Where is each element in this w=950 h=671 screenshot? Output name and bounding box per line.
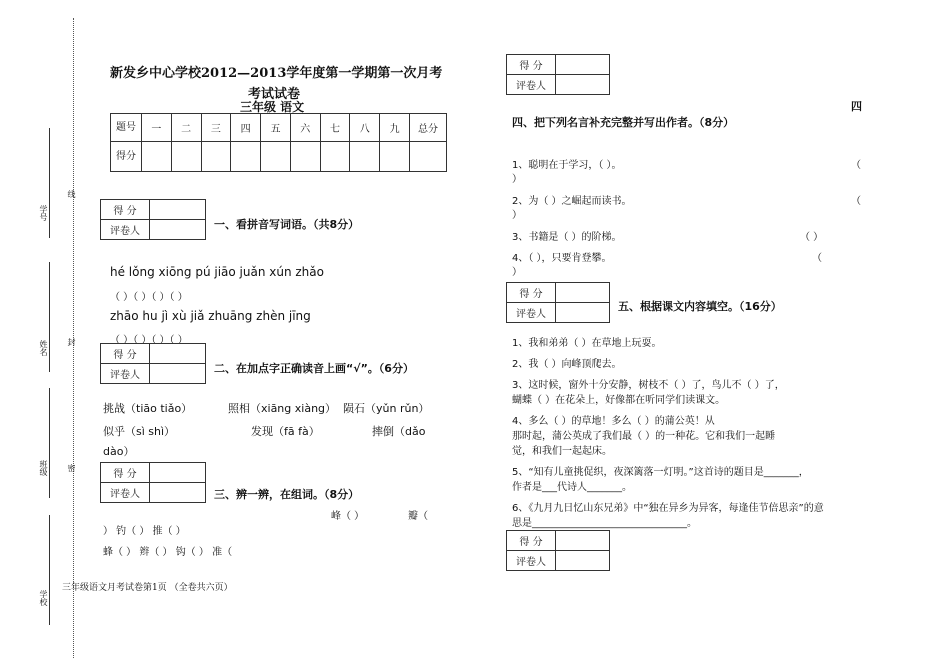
- section5-line-7: 觉，和我们一起起床。: [512, 446, 612, 457]
- score-cell[interactable]: [142, 142, 172, 172]
- section5-line-11[interactable]: 思是_______________________________。: [512, 518, 697, 529]
- score-table-header-cell: 九: [380, 114, 410, 142]
- section3-line-1a[interactable]: 峰（ ）: [331, 511, 365, 522]
- score-entry[interactable]: [556, 55, 610, 75]
- score-cell[interactable]: [261, 142, 291, 172]
- section2-item-6[interactable]: 摔倒（dǎo: [372, 425, 426, 438]
- score-table-header-cell: 六: [290, 114, 320, 142]
- section3-line-1b[interactable]: 瓣（: [408, 511, 428, 522]
- grader-label: 评卷人: [507, 75, 556, 95]
- grader-label: 评卷人: [507, 303, 556, 323]
- score-table-header-cell: 三: [201, 114, 231, 142]
- section3-line-3[interactable]: 蜂（ ） 辫（ ） 钩（ ） 准（: [103, 547, 233, 558]
- section4-tail-4: （: [812, 253, 822, 264]
- margin-label-student-id: 学号: [39, 205, 48, 221]
- section1-brackets-1[interactable]: （ ）（ ）（ ）（ ）: [110, 292, 188, 303]
- binding-line-2: [49, 262, 50, 372]
- section2-item-5[interactable]: 发现（fā fà）: [251, 425, 320, 438]
- score-table-header-cell: 总分: [410, 114, 447, 142]
- score-cell[interactable]: [231, 142, 261, 172]
- grader-label: 评卷人: [101, 483, 150, 503]
- grader-label: 评卷人: [507, 551, 556, 571]
- section5-line-9[interactable]: 作者是___代诗人_______。: [512, 482, 632, 493]
- section2-item-4[interactable]: 似乎（sì shì）: [103, 425, 176, 438]
- grader-entry[interactable]: [150, 483, 206, 503]
- section2-item-3[interactable]: 陨石（yǔn rǔn）: [343, 402, 430, 415]
- margin-label-seal: 封: [67, 338, 76, 346]
- section5-line-10: 6、《九月九日忆山东兄弟》中“独在异乡为异客，每逢佳节倍思亲”的意: [512, 503, 824, 514]
- section5-line-5[interactable]: 4、多么（ ）的草地！多么（ ）的蒲公英！从: [512, 416, 715, 427]
- section5-line-4[interactable]: 蝴蝶（ ）在花朵上，好像都在听同学们读课文。: [512, 395, 726, 406]
- section5-line-3[interactable]: 3、这时候，窗外十分安静，树枝不（ ）了，鸟儿不（ ）了，: [512, 380, 785, 391]
- section3-line-2[interactable]: ） 钓（ ） 推（ ）: [103, 526, 186, 537]
- score-entry[interactable]: [150, 344, 206, 364]
- section4-item-3[interactable]: 3、书籍是（ ）的阶梯。: [512, 232, 622, 243]
- margin-label-secret: 密: [67, 464, 76, 472]
- binding-line-4: [49, 515, 50, 625]
- grader-box-2: [100, 343, 206, 384]
- section4-title-tail: 四: [851, 100, 862, 113]
- section5-line-8[interactable]: 5、“知有儿童挑促织，夜深篱落一灯明。”这首诗的题目是_______，: [512, 467, 809, 478]
- section4-tail-1: （: [851, 160, 861, 171]
- score-cell[interactable]: [350, 142, 380, 172]
- score-entry[interactable]: [150, 463, 206, 483]
- grader-entry[interactable]: [150, 364, 206, 384]
- section1-pinyin-1: hé lǒng xiōng pú jiāo juǎn xún zhǎo: [110, 265, 324, 279]
- section4-close-1: ）: [512, 174, 522, 185]
- score-label: 得 分: [101, 200, 150, 220]
- margin-label-class: 班级: [39, 460, 48, 476]
- section5-line-1[interactable]: 1、我和弟弟（ ）在草地上玩耍。: [512, 338, 662, 349]
- score-table-header-cell: 一: [142, 114, 172, 142]
- section4-item-1[interactable]: 1、聪明在于学习，（ ）。: [512, 160, 622, 171]
- score-entry[interactable]: [556, 531, 610, 551]
- score-entry[interactable]: [556, 283, 610, 303]
- score-label: 得 分: [507, 55, 556, 75]
- margin-label-line: 线: [67, 190, 76, 198]
- score-label: 得 分: [507, 283, 556, 303]
- section1-brackets-2[interactable]: （ ）（ ）（ ）（ ）: [110, 335, 188, 346]
- section4-tail-2: （: [851, 196, 861, 207]
- grader-entry[interactable]: [556, 303, 610, 323]
- section3-title: 三、辨一辨，在组词。（8分）: [214, 488, 360, 501]
- grader-box-6: [506, 530, 610, 571]
- score-cell[interactable]: [171, 142, 201, 172]
- score-table-header-cell: 五: [261, 114, 291, 142]
- score-table-row-label: 得分: [111, 142, 142, 172]
- section1-pinyin-2: zhāo hu jì xù jiǎ zhuāng zhèn jīng: [110, 309, 311, 323]
- score-label: 得 分: [101, 463, 150, 483]
- section4-close-4: ）: [512, 267, 522, 278]
- section5-line-2[interactable]: 2、我（ ）向峰顶爬去。: [512, 359, 622, 370]
- exam-title-line2: 考试试卷: [248, 87, 301, 102]
- score-table-header-cell: 七: [320, 114, 350, 142]
- score-table-header-cell: 四: [231, 114, 261, 142]
- grader-entry[interactable]: [556, 551, 610, 571]
- score-table-header-cell: 二: [171, 114, 201, 142]
- score-table-header-cell: 题号: [111, 114, 142, 142]
- binding-line-1: [49, 128, 50, 238]
- section2-item-1[interactable]: 挑战（tiāo tiǎo）: [103, 402, 193, 415]
- grader-box-1: [100, 199, 206, 240]
- score-cell[interactable]: [380, 142, 410, 172]
- page-footer: 三年级语文月考试卷第1页 （全卷共六页）: [62, 583, 233, 593]
- grader-label: 评卷人: [101, 220, 150, 240]
- margin-label-school: 学校: [39, 590, 48, 606]
- section4-item-2[interactable]: 2、为（ ）之崛起而读书。: [512, 196, 632, 207]
- binding-line-3: [49, 388, 50, 498]
- score-entry[interactable]: [150, 200, 206, 220]
- grader-entry[interactable]: [556, 75, 610, 95]
- section5-line-6[interactable]: 那时起，蒲公英成了我们最（ ）的一种花。它和我们一起睡: [512, 431, 776, 442]
- score-label: 得 分: [507, 531, 556, 551]
- section4-tail-3: （ ）: [800, 232, 824, 243]
- section2-item-2[interactable]: 照相（xiāng xiàng）: [228, 402, 337, 415]
- grader-box-3: [100, 462, 206, 503]
- exam-title-line1: 新发乡中心学校2012—2013学年度第一学期第一次月考: [110, 66, 443, 81]
- margin-label-name: 姓名: [39, 340, 48, 356]
- score-cell[interactable]: [201, 142, 231, 172]
- exam-subtitle: 三年级 语文: [240, 100, 305, 114]
- section2-item-6-wrap: dào）: [103, 445, 135, 458]
- score-cell[interactable]: [320, 142, 350, 172]
- section4-item-4[interactable]: 4、（ ），只要肯登攀。: [512, 253, 612, 264]
- score-table: [110, 113, 447, 172]
- score-cell[interactable]: [410, 142, 447, 172]
- grader-label: 评卷人: [101, 364, 150, 384]
- section4-close-2: ）: [512, 210, 522, 221]
- section4-title: 四、把下列名言补充完整并写出作者。（8分）: [512, 116, 735, 129]
- grader-entry[interactable]: [150, 220, 206, 240]
- section1-title: 一、看拼音写词语。（共8分）: [214, 218, 360, 231]
- grader-box-4: [506, 54, 610, 95]
- section2-title: 二、在加点字正确读音上画“√”。（6分）: [214, 362, 414, 375]
- grader-box-5: [506, 282, 610, 323]
- section5-title: 五、根据课文内容填空。（16分）: [618, 300, 782, 313]
- score-cell[interactable]: [290, 142, 320, 172]
- score-table-header-cell: 八: [350, 114, 380, 142]
- score-label: 得 分: [101, 344, 150, 364]
